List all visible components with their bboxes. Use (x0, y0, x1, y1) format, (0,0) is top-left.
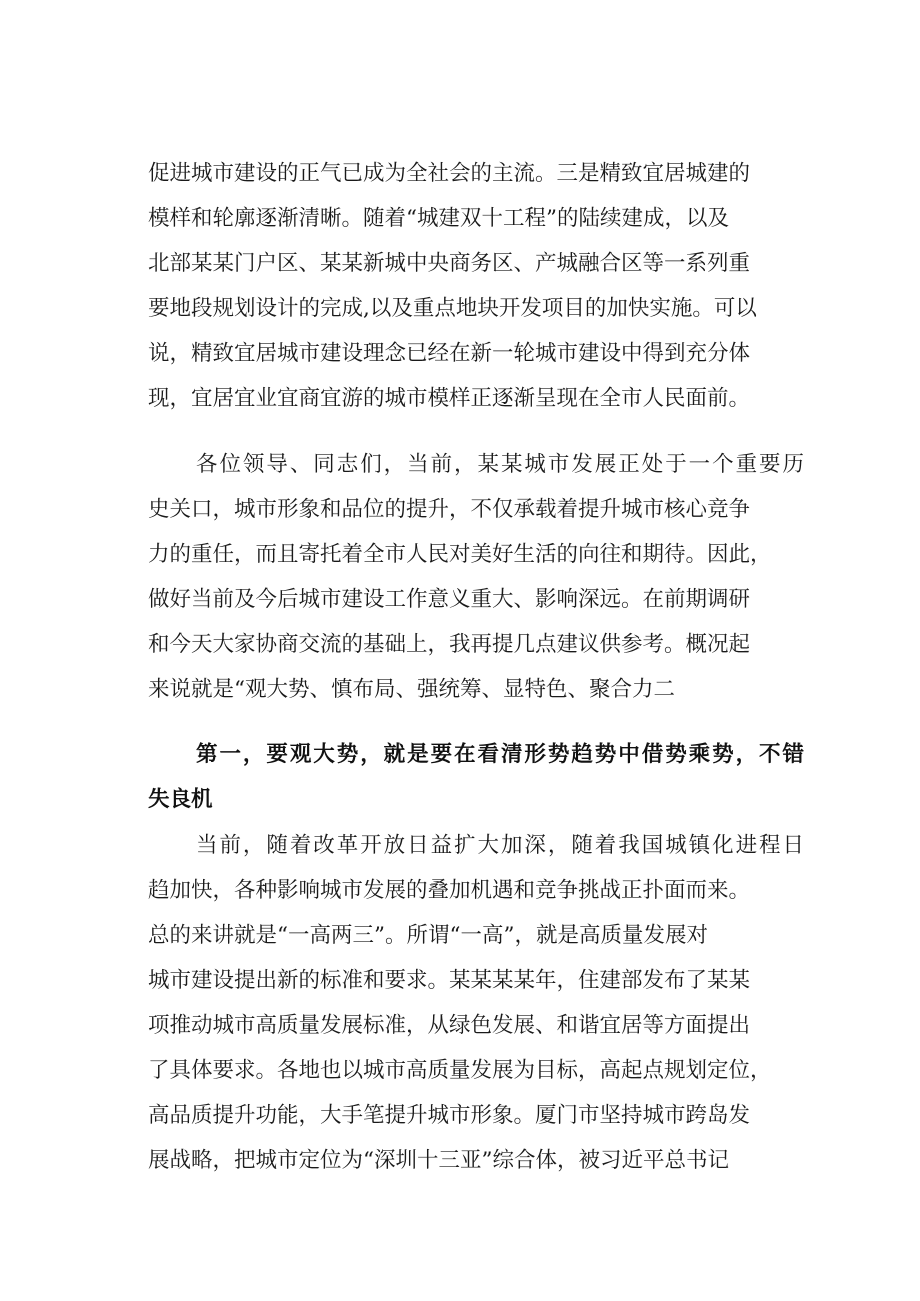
text-line: 当前，随着改革开放日益扩大加深，随着我国城镇化进程日 (196, 833, 804, 858)
text-line: 要地段规划设计的完成,以及重点地块开发项目的加快实施。可以 (148, 296, 757, 321)
text-line: 高品质提升功能，大手笔提升城市形象。厦门市坚持城市跨岛发 (148, 1103, 751, 1128)
text-line: 和今天大家协商交流的基础上，我再提几点建议供参考。概况起 (148, 632, 751, 657)
text-line: 了具体要求。各地也以城市高质量发展为目标，高起点规划定位， (148, 1058, 772, 1083)
text-line: 趋加快，各种影响城市发展的叠加机遇和竞争挑战正扑面而来。 (148, 878, 751, 903)
text-line: 说，精致宜居城市建设理念已经在新一轮城市建设中得到充分体 (148, 341, 751, 366)
heading-line: 第一，要观大势，就是要在看清形势趋势中借势乘势，不错 (196, 742, 804, 767)
text-line: 促进城市建设的正气已成为全社会的主流。三是精致宜居城建的 (148, 161, 751, 186)
text-line: 史关口，城市形象和品位的提升，不仅承载着提升城市核心竞争 (148, 497, 751, 522)
heading-line: 失良机 (148, 787, 213, 812)
text-line: 来说就是“观大势、慎布局、强统筹、显特色、聚合力二 (148, 677, 675, 702)
text-line: 展战略，把城市定位为“深圳十三亚”综合体，被习近平总书记 (148, 1148, 729, 1173)
text-line: 力的重任，而且寄托着全市人民对美好生活的向往和期待。因此， (148, 542, 772, 567)
text-line: 各位领导、同志们，当前，某某城市发展正处于一个重要历 (196, 452, 804, 477)
text-line: 现，宜居宜业宜商宜游的城市模样正逐渐呈现在全市人民面前。 (148, 386, 751, 411)
text-line: 做好当前及今后城市建设工作意义重大、影响深远。在前期调研 (148, 587, 751, 612)
text-line: 总的来讲就是“一高两三”。所谓“一高”，就是高质量发展对 (148, 923, 708, 948)
text-line: 北部某某门户区、某某新城中央商务区、产城融合区等一系列重 (148, 251, 751, 276)
text-line: 模样和轮廓逐渐清晰。随着“城建双十工程”的陆续建成，以及 (148, 206, 729, 231)
text-line: 项推动城市高质量发展标准，从绿色发展、和谐宜居等方面提出 (148, 1013, 751, 1038)
text-line: 城市建设提出新的标准和要求。某某某某年，住建部发布了某某 (148, 968, 751, 993)
